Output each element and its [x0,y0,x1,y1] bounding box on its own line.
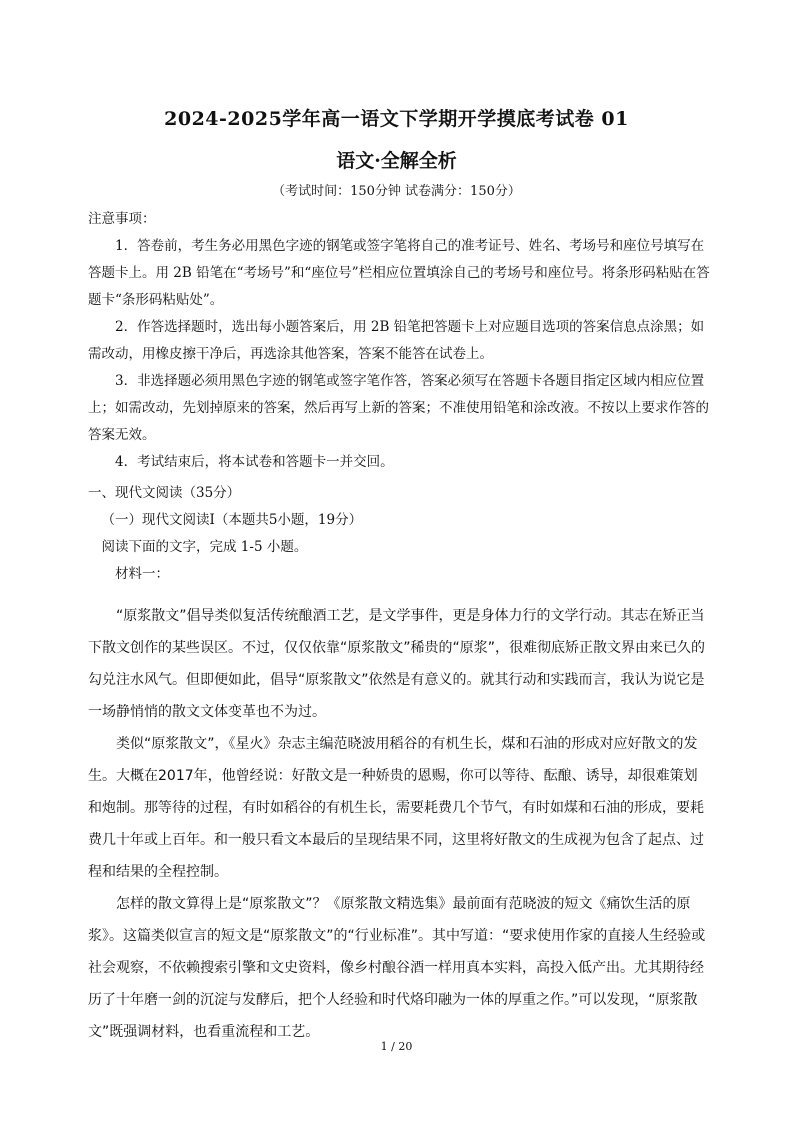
note-item-4: 4．考试结束后，将本试卷和答题卡一并交回。 [115,454,394,470]
material-text [88,600,710,1048]
material-paragraph-3: 怎样的散文算得上是“原浆散文”？《原浆散文精选集》最前面有范晓波的短文《痛饮生活的原浆》。这篇类似宣言的短文是“原浆散文”的“行业标准”。其中写道：“要求使用作家的直接人生经验或社会观察，不依赖搜索引擎和文史资料，像乡村酿谷酒一样用真本实料，高投入低产出。尤其期待经历了十年磨一剑的沉淀与发酵后，把个人经验和时代烙印融为一体的厚重之作。”可以发现，“原浆散文”既强调材料，也看重流程和工艺。 [88,896,706,1040]
material-paragraph-1: “原浆散文”倡导类似复活传统酿酒工艺，是文学事件，更是身体力行的文学行动。其志在矫正当下散文创作的某些误区。不过，仅仅依靠“原浆散文”稀贵的“原浆”，很难彻底矫正散文界由来已久的勾兑注水风气。但即便如此，倡导“原浆散文”依然是有意义的。就其行动和实践而言，我认为说它是一场静悄悄的散文文体变革也不为过。 [88,608,706,720]
notes-label: 注意事项： [88,211,156,227]
page-title: 2024-2025学年高一语文下学期开学摸底考试卷 01 [164,108,629,130]
note-item-2: 2．作答选择题时，选出每小题答案后，用 2B 铅笔把答题卡上对应题目选项的答案信息点涂黑；如需改动，用橡皮擦干净后，再选涂其他答案，答案不能答在试卷上。 [88,319,705,362]
material-paragraph-2: 类似“原浆散文”，《星火》杂志主编范晓波用稻谷的有机生长，煤和石油的形成对应好散文的发生。大概在2017年，他曾经说：好散文是一种娇贵的恩赐，你可以等待、酝酿、诱导，却很难策划和炮制。那等待的过程，有时如稻谷的有机生长，需要耗费几个节气，有时如煤和石油的形成，要耗费几十年或上百年。和一般只看文本最后的呈现结果不同，这里将好散文的生成视为包含了起点、过程和结果的全程控制。 [88,736,704,880]
note-item-3: 3．非选择题必须用黑色字迹的钢笔或签字笔作答，答案必须写在答题卡各题目指定区域内相应位置上；如需改动，先划掉原来的答案，然后再写上新的答案；不准使用铅笔和涂改液。不按以上要求作答的答案无效。 [88,373,709,443]
reading-section [88,480,710,588]
page-subtitle: 语文·全解全析 [336,150,457,172]
exam-info: （考试时间：150分钟 试卷满分：150分） [272,184,521,199]
material-label: 材料一： [115,566,169,582]
page-number: 1 / 20 [380,1040,413,1053]
section-subheading: （一）现代文阅读Ⅰ（本题共5小题，19分） [101,512,363,528]
note-item-1: 1．答卷前，考生务必用黑色字迹的钢笔或签字笔将自己的准考证号、姓名、考场号和座位号填写在答题卡上。用 2B 铅笔在“考场号”和“座位号”栏相应位置填涂自己的考场号和座位号。将条形码粘贴在答题卡“条形码粘贴处”。 [88,238,710,308]
notes-section [88,206,710,476]
section-instruction: 阅读下面的文字，完成 1-5 小题。 [101,539,308,555]
section-heading: 一、现代文阅读（35分） [88,485,241,501]
